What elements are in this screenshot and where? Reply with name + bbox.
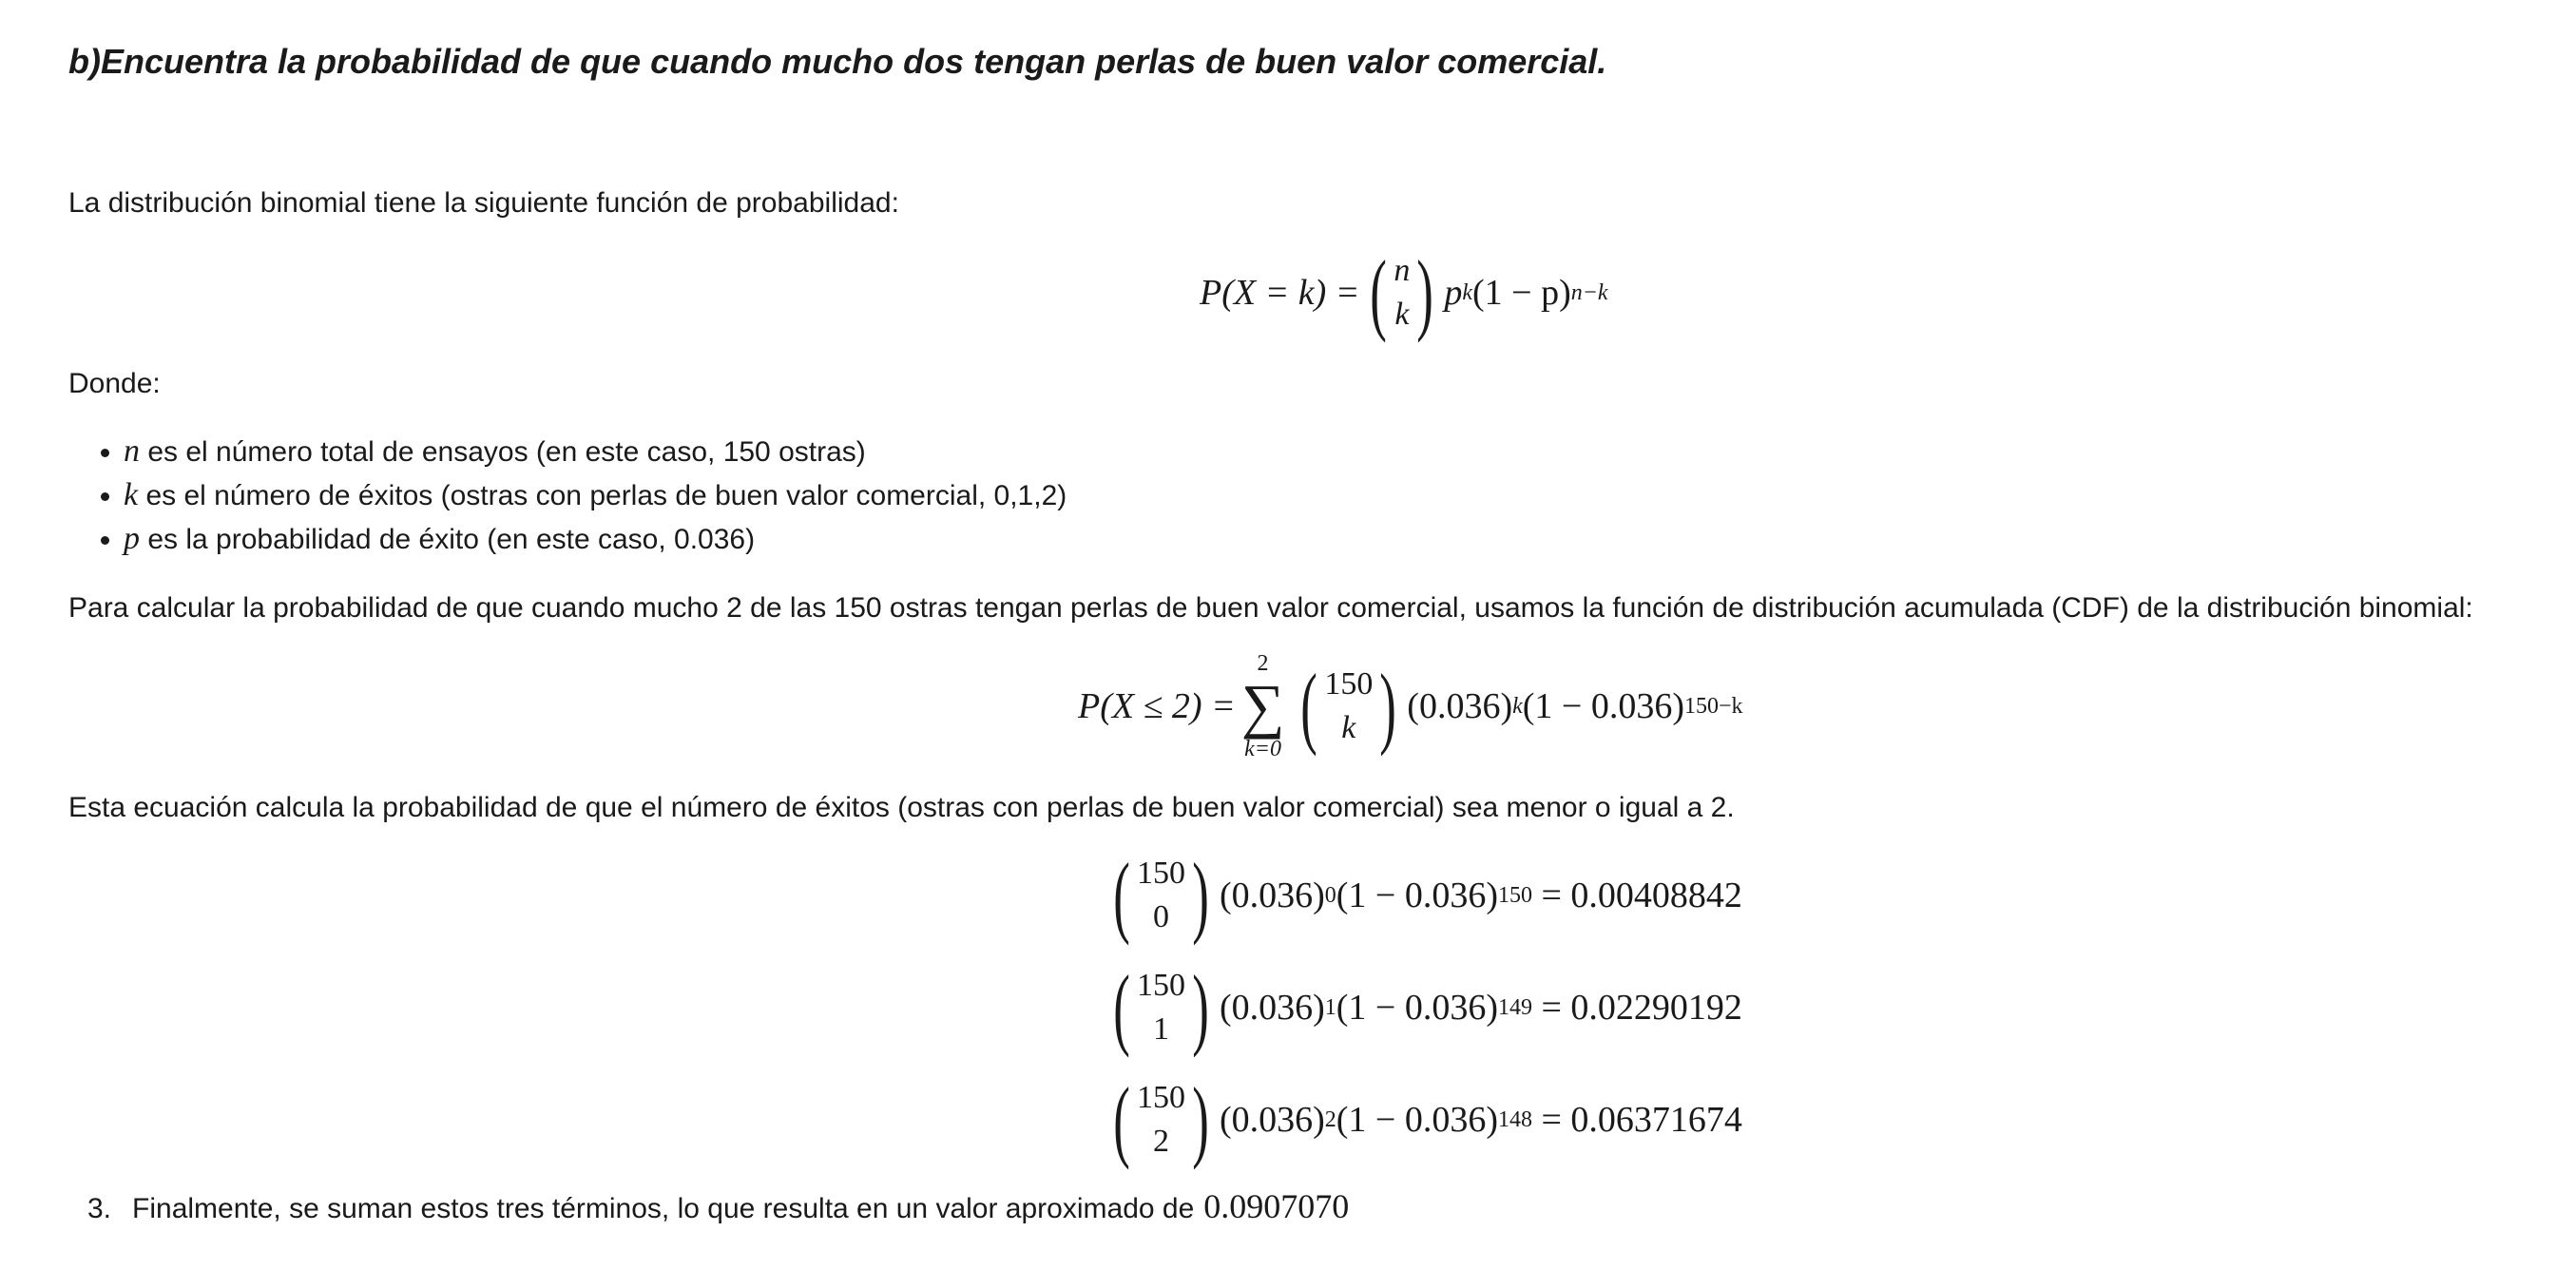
pmf-binomial: ( n k ) <box>1370 241 1434 343</box>
pmf-binom-n: n <box>1394 253 1411 288</box>
final-text: Finalmente, se suman estos tres términos, lo que resulta en un valor aproximado de <box>132 1193 1195 1224</box>
list-item: • k es el número de éxitos (ostras con perlas de buen valor comercial, 0,1,2) <box>124 473 1067 517</box>
section-heading: b)Encuentra la probabilidad de que cuando mucho dos tengan perlas de buen valor comercial. <box>68 42 1607 81</box>
cdf-binomial: ( 150 k ) <box>1300 655 1397 757</box>
term-row-0: ( 150 0 ) (0.036) 0 (1 − 0.036) 150 = 0.00408842 <box>1113 844 1742 946</box>
pmf-mid: (1 − p) <box>1471 273 1571 313</box>
final-step <box>87 1186 1349 1226</box>
pmf-lhs: P(X = k) = <box>1200 273 1360 313</box>
term-row-1: ( 150 1 ) (0.036) 1 (1 − 0.036) 149 = 0.02290192 <box>1113 956 1742 1058</box>
intro-text: La distribución binomial tiene la siguiente función de probabilidad: <box>68 187 899 219</box>
sum-symbol: 2 ∑ k=0 <box>1240 651 1285 761</box>
pmf-formula <box>1200 241 1608 343</box>
pmf-exp: k <box>1462 280 1472 305</box>
term-row-2: ( 150 2 ) (0.036) 2 (1 − 0.036) 148 = 0.06371674 <box>1113 1068 1742 1170</box>
term-result: = 0.06371674 <box>1541 1100 1742 1140</box>
list-item: • p es la probabilidad de éxito (en este caso, 0.036) <box>124 517 1067 561</box>
pmf-base: p <box>1444 273 1463 313</box>
definitions-list <box>68 430 1067 561</box>
cdf-lhs: P(X ≤ 2) = <box>1078 686 1236 726</box>
pmf-exp2: n−k <box>1570 280 1608 305</box>
final-value: 0.0907070 <box>1203 1187 1350 1225</box>
step-number: 3. <box>87 1193 112 1224</box>
list-item: • n es el número total de ensayos (en este caso, 150 ostras) <box>124 430 1067 473</box>
pmf-binom-k: k <box>1394 297 1410 332</box>
donde-label: Donde: <box>68 368 161 399</box>
cdf-intro-text: Para calcular la probabilidad de que cuando mucho 2 de las 150 ostras tengan perlas de buen valor comercial, usamos la función de distribución acumulada (CDF) de la distribución binomial: <box>68 592 2473 624</box>
cdf-formula: P(X ≤ 2) = 2 ∑ k=0 ( 150 k ) (0.036) k (1 − 0.036) 150−k <box>1078 651 1743 761</box>
term-result: = 0.02290192 <box>1541 988 1742 1028</box>
explanation-text: Esta ecuación calcula la probabilidad de que el número de éxitos (ostras con perlas de buen valor comercial) sea menor o igual a 2. <box>68 792 1735 823</box>
term-result: = 0.00408842 <box>1541 876 1742 915</box>
